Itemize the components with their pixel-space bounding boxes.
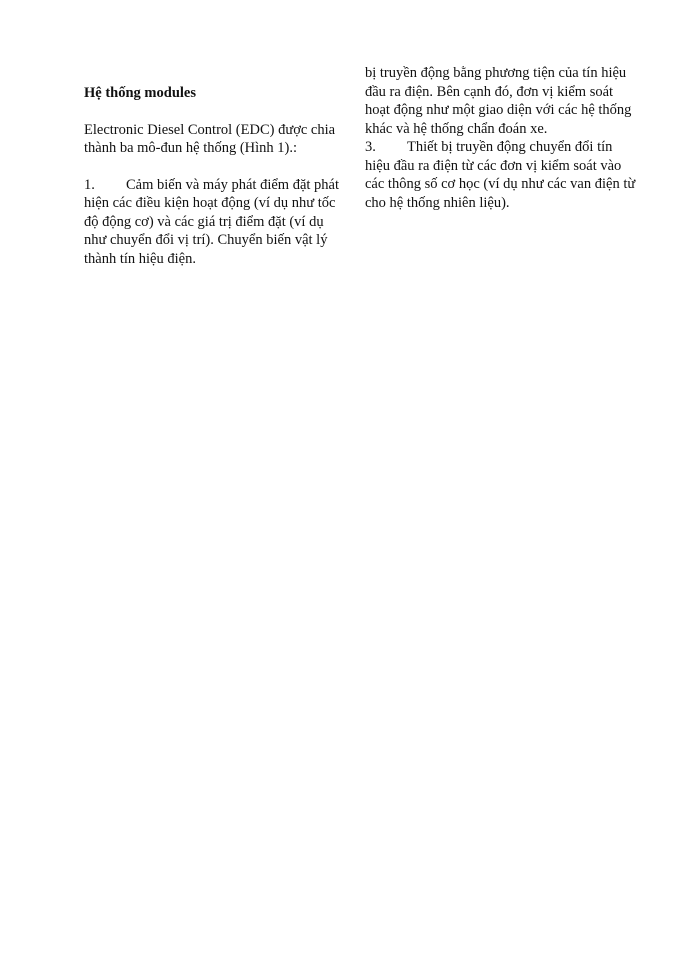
list-item-1 (84, 176, 349, 269)
intro-paragraph: Electronic Diesel Control (EDC) được chia thành ba mô-đun hệ thống (Hình 1).: (84, 121, 336, 156)
list-item-3-number: 3. (365, 139, 376, 155)
list-item-2-continuation: bị truyền động bằng phương tiện của tín hiệu đầu ra điện. Bên cạnh đó, đơn vị kiểm soát hoạt động như một giao diện với các hệ thống khác và hệ thống chẩn đoán xe. (365, 65, 632, 137)
left-column (84, 84, 349, 286)
section-heading: Hệ thống modules (84, 85, 196, 101)
right-column (365, 64, 637, 212)
list-item-3-text: Thiết bị truyền động chuyển đổi tín hiệu đầu ra điện từ các đơn vị kiểm soát vào các thông số cơ học (ví dụ như các van điện từ cho hệ thống nhiên liệu). (365, 139, 636, 211)
list-item-1-number: 1. (84, 176, 95, 193)
list-item-3 (365, 138, 637, 212)
list-item-1-text: Cảm biến và máy phát điểm đặt phát hiện các điều kiện hoạt động (ví dụ như tốc độ động cơ) và các giá trị điểm đặt (ví dụ như chuyển đổi vị trí). Chuyển biến vật lý thành tín hiệu điện. (84, 176, 340, 267)
